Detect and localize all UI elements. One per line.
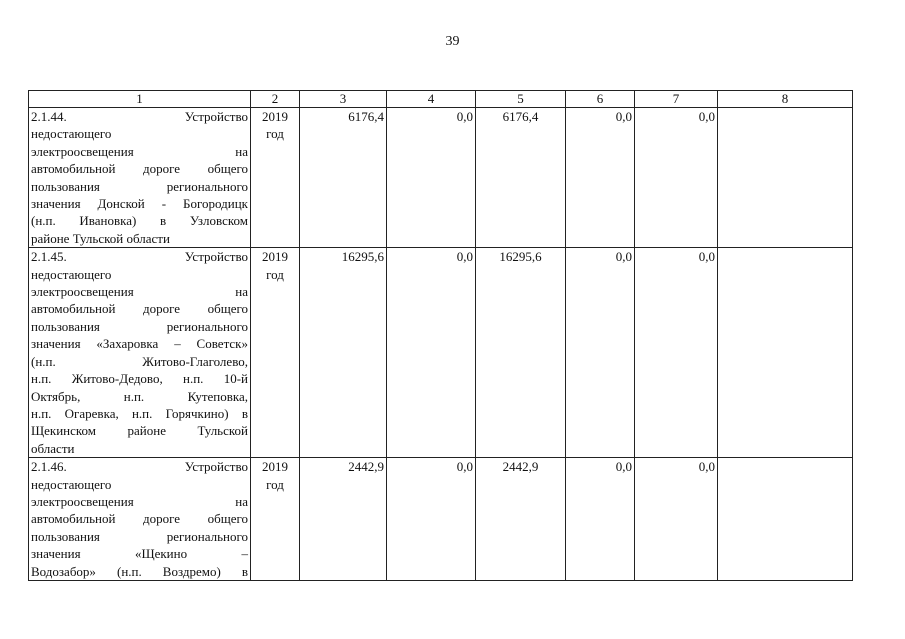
- desc-line: электроосвещения на: [31, 143, 248, 159]
- desc-line: н.п. Житово-Дедово, н.п. 10-й: [31, 371, 248, 387]
- row-col-8: [718, 108, 853, 248]
- row-col-6: 0,0: [566, 458, 635, 581]
- header-col-1: 1: [29, 91, 251, 108]
- row-col-5: 2442,9: [476, 458, 566, 581]
- desc-line: недостающего: [31, 476, 112, 492]
- desc-line: пользования регионального: [31, 318, 248, 334]
- desc-line: н.п. Огаревка, н.п. Горячкино) в: [31, 405, 248, 421]
- page-number: 39: [445, 34, 460, 49]
- desc-line: значения Донской - Богородицк: [31, 196, 248, 212]
- budget-table: [28, 90, 853, 581]
- header-col-7: 7: [635, 91, 718, 108]
- row-col-5: 6176,4: [476, 108, 566, 248]
- row-col-6: 0,0: [566, 248, 635, 458]
- header-col-6: 6: [566, 91, 635, 108]
- desc-line: Водозабор» (н.п. Воздремо) в: [31, 563, 248, 579]
- header-col-8: 8: [718, 91, 853, 108]
- desc-line: 2.1.45. Устройство: [31, 249, 248, 265]
- desc-line: (н.п. Ивановка) в Узловском: [31, 213, 248, 229]
- row-col-4: 0,0: [387, 458, 476, 581]
- row-description: [29, 108, 251, 248]
- desc-line: районе Тульской области: [31, 230, 170, 246]
- row-col-6: 0,0: [566, 108, 635, 248]
- desc-line: Щекинском районе Тульской: [31, 423, 248, 439]
- desc-line: Октябрь, н.п. Кутеповка,: [31, 388, 248, 404]
- row-col-7: 0,0: [635, 248, 718, 458]
- desc-line: автомобильной дороге общего: [31, 511, 248, 527]
- row-col-3: 16295,6: [300, 248, 387, 458]
- row-description: [29, 458, 251, 581]
- row-year: 2019 год: [251, 458, 300, 581]
- row-col-4: 0,0: [387, 248, 476, 458]
- row-col-3: 6176,4: [300, 108, 387, 248]
- table-row: [29, 248, 853, 458]
- header-col-3: 3: [300, 91, 387, 108]
- header-col-5: 5: [476, 91, 566, 108]
- row-year: 2019 год: [251, 108, 300, 248]
- row-col-8: [718, 458, 853, 581]
- desc-line: 2.1.46. Устройство: [31, 459, 248, 475]
- desc-line: недостающего: [31, 266, 112, 282]
- row-col-7: 0,0: [635, 458, 718, 581]
- header-col-4: 4: [387, 91, 476, 108]
- desc-line: автомобильной дороге общего: [31, 161, 248, 177]
- row-col-8: [718, 248, 853, 458]
- desc-line: недостающего: [31, 126, 112, 142]
- desc-line: пользования регионального: [31, 528, 248, 544]
- table-row: [29, 458, 853, 581]
- desc-line: значения «Захаровка – Советск»: [31, 336, 248, 352]
- row-col-7: 0,0: [635, 108, 718, 248]
- desc-line: пользования регионального: [31, 178, 248, 194]
- desc-line: автомобильной дороге общего: [31, 301, 248, 317]
- desc-line: значения «Щекино –: [31, 546, 248, 562]
- row-col-4: 0,0: [387, 108, 476, 248]
- table-row: [29, 108, 853, 248]
- row-description: [29, 248, 251, 458]
- desc-line: электроосвещения на: [31, 494, 248, 510]
- header-row: [29, 91, 853, 108]
- header-col-2: 2: [251, 91, 300, 108]
- row-year: 2019 год: [251, 248, 300, 458]
- desc-line: области: [31, 440, 75, 456]
- row-col-5: 16295,6: [476, 248, 566, 458]
- desc-line: 2.1.44. Устройство: [31, 109, 248, 124]
- desc-line: электроосвещения на: [31, 284, 248, 300]
- desc-line: (н.п. Житово-Глаголево,: [31, 353, 248, 369]
- row-col-3: 2442,9: [300, 458, 387, 581]
